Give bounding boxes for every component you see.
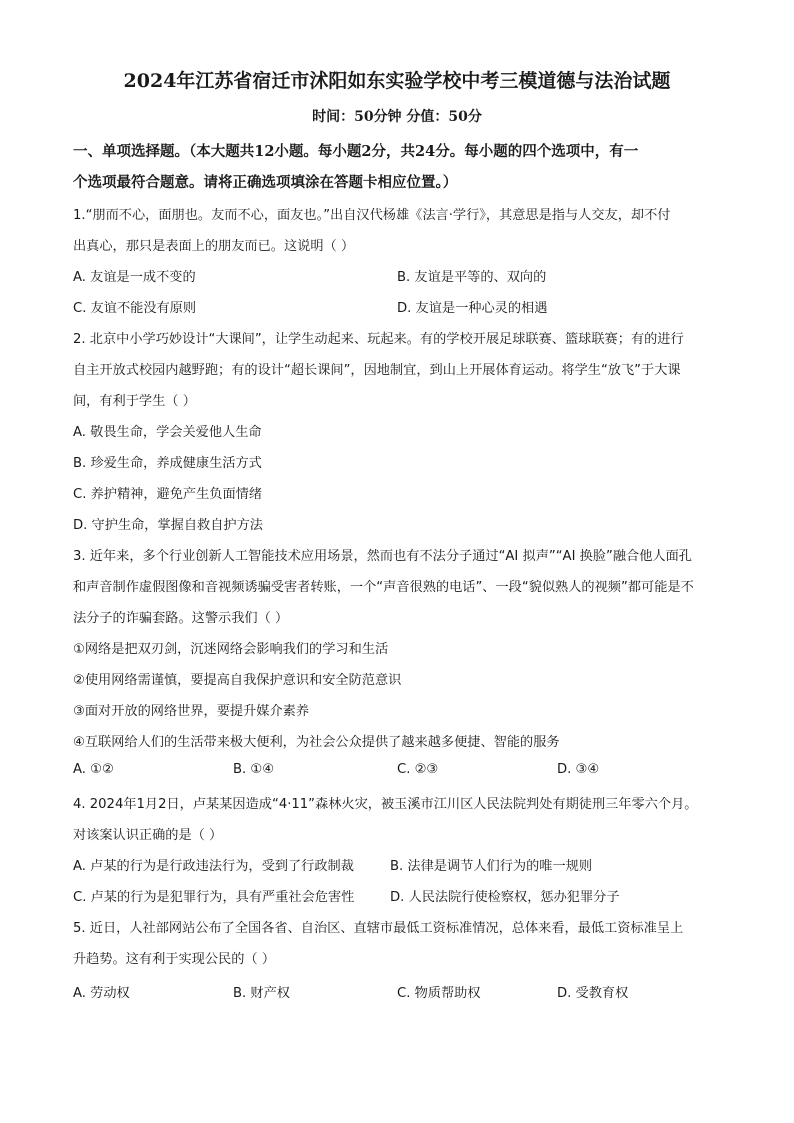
q4-stem-line2: 对该案认识正确的是（ ） xyxy=(73,828,223,843)
q4-option-d: D. 人民法院行使检察权，惩办犯罪分子 xyxy=(390,890,620,905)
q3-stem-line1: 3. 近年来，多个行业创新人工智能技术应用场景，然而也有不法分子通过“AI 拟声”“AI 换脸”融合他人面孔 xyxy=(73,549,692,564)
q1-option-c: C. 友谊不能没有原则 xyxy=(73,301,197,316)
q4-option-b: B. 法律是调节人们行为的唯一规则 xyxy=(390,859,593,874)
q2-stem-line3: 间，有利于学生（ ） xyxy=(73,394,196,409)
section-heading-line2: 个选项最符合题意。请将正确选项填涂在答题卡相应位置。） xyxy=(73,174,458,191)
q3-option-b: B. ①④ xyxy=(233,762,275,777)
q1-option-a: A. 友谊是一成不变的 xyxy=(73,270,196,285)
section-heading-line1: 一、单项选择题。（本大题共12小题。每小题2分，共24分。每小题的四个选项中，有一 xyxy=(73,143,639,160)
q5-option-a: A. 劳动权 xyxy=(73,986,130,1001)
q2-option-d: D. 守护生命，掌握自救自护方法 xyxy=(73,518,263,533)
q5-option-b: B. 财产权 xyxy=(233,986,290,1001)
q1-option-b: B. 友谊是平等的、双向的 xyxy=(397,270,547,285)
q4-option-a: A. 卢某的行为是行政违法行为，受到了行政制裁 xyxy=(73,859,354,874)
q1-stem-line1: 1.“朋而不心，面朋也。友而不心，面友也。”出自汉代杨雄《法言·学行》，其意思是指与人交友，却不付 xyxy=(73,208,671,223)
q5-option-c: C. 物质帮助权 xyxy=(397,986,481,1001)
q5-stem-line2: 升趋势。这有利于实现公民的（ ） xyxy=(73,952,276,967)
q3-option-a: A. ①② xyxy=(73,762,114,777)
page-title: 2024年江苏省宿迁市沭阳如东实验学校中考三模道德与法治试题 xyxy=(123,70,671,92)
q5-option-d: D. 受教育权 xyxy=(557,986,629,1001)
q4-stem-line1: 4. 2024年1月2日，卢某某因造成“4·11”森林火灾，被玉溪市江川区人民法院判处有期徒刑三年零六个月。 xyxy=(73,797,698,812)
q1-stem-line2: 出真心，那只是表面上的朋友而已。这说明（ ） xyxy=(73,239,355,254)
q2-stem-line1: 2. 北京中小学巧妙设计“大课间”，让学生动起来、玩起来。有的学校开展足球联赛、篮球联赛；有的进行 xyxy=(73,332,684,347)
q2-option-b: B. 珍爱生命，养成健康生活方式 xyxy=(73,456,262,471)
q2-option-a: A. 敬畏生命，学会关爱他人生命 xyxy=(73,425,262,440)
q3-stem-line3: 法分子的诈骗套路。这警示我们（ ） xyxy=(73,611,289,626)
q3-statement-1: ①网络是把双刃剑，沉迷网络会影响我们的学习和生活 xyxy=(73,642,389,657)
q3-stem-line2: 和声音制作虚假图像和音视频诱骗受害者转账，一个“声音很熟的电话”、一段“貌似熟人的视频”都可能是不 xyxy=(73,580,694,595)
q3-option-c: C. ②③ xyxy=(397,762,439,777)
q1-option-d: D. 友谊是一种心灵的相遇 xyxy=(397,301,548,316)
q2-stem-line2: 自主开放式校园内越野跑；有的设计“超长课间”，因地制宜，到山上开展体育运动。将学生“放飞”于大课 xyxy=(73,363,681,378)
q5-stem-line1: 5. 近日，人社部网站公布了全国各省、自治区、直辖市最低工资标准情况，总体来看，最低工资标准呈上 xyxy=(73,921,684,936)
q3-statement-2: ②使用网络需谨慎，要提高自我保护意识和安全防范意识 xyxy=(73,673,402,688)
q3-statement-4: ④互联网给人们的生活带来极大便利，为社会公众提供了越来越多便捷、智能的服务 xyxy=(73,735,560,750)
q4-option-c: C. 卢某的行为是犯罪行为，具有严重社会危害性 xyxy=(73,890,355,905)
q3-option-d: D. ③④ xyxy=(557,762,600,777)
q2-option-c: C. 养护精神，避免产生负面情绪 xyxy=(73,487,263,502)
exam-meta: 时间：50分钟 分值：50分 xyxy=(312,109,482,125)
q3-statement-3: ③面对开放的网络世界，要提升媒介素养 xyxy=(73,704,310,719)
